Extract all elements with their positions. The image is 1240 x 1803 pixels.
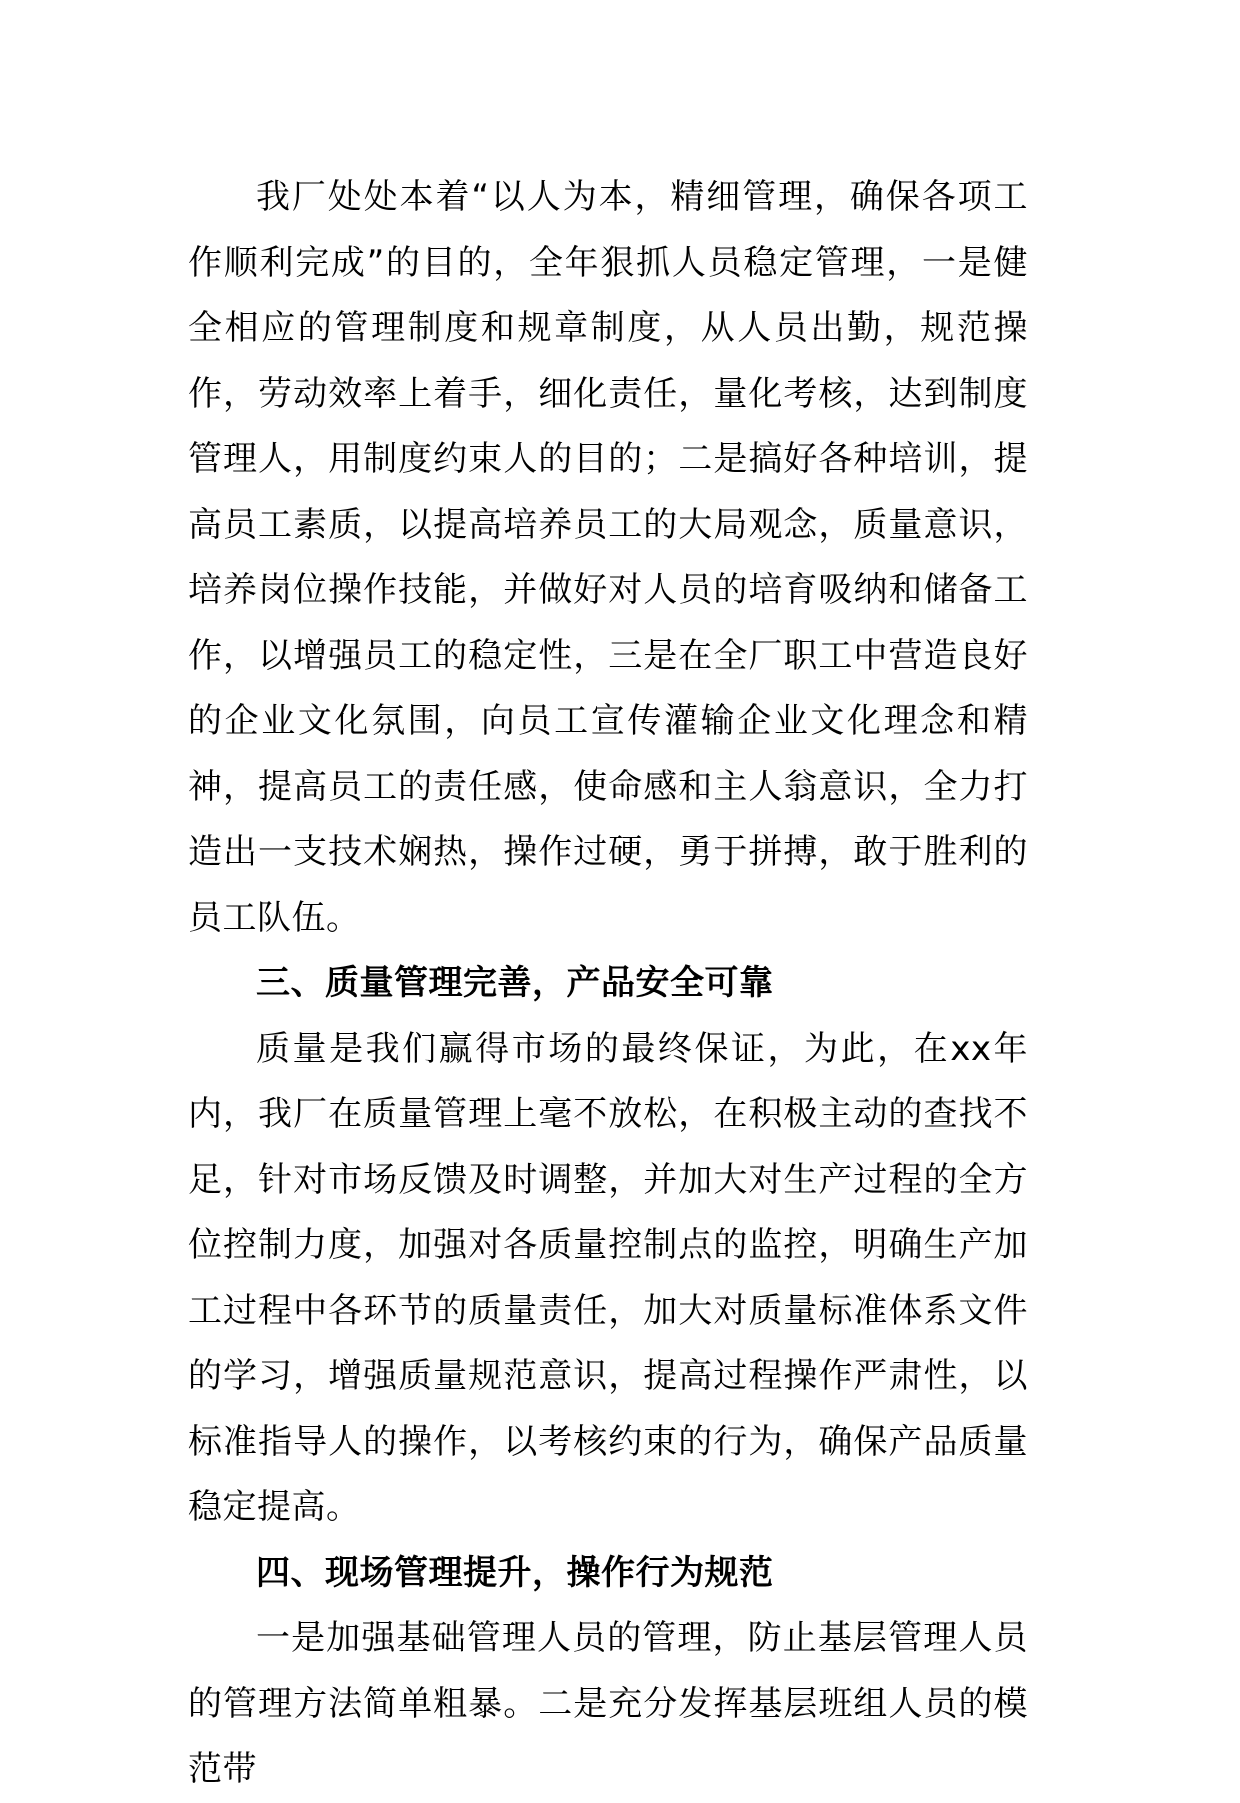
section-heading-site-management: 四、现场管理提升，操作行为规范 <box>256 1552 774 1593</box>
section-heading-quality: 三、质量管理完善，产品安全可靠 <box>256 963 774 1003</box>
document-body <box>188 165 1028 1803</box>
paragraph-staff-management: 我厂处处本着“以人为本，精细管理，确保各项工作顺利完成”的目的，全年狠抓人员稳定管理，一是健全相应的管理制度和规章制度，从人员出勤，规范操作，劳动效率上着手，细化责任，量化考核，达到制度管理人，用制度约束人的目的；二是搞好各种培训，提高员工素质，以提高培养员工的大局观念，质量意识，培养岗位操作技能，并做好对人员的培育吸纳和储备工作，以增强员工的稳定性，三是在全厂职工中营造良好的企业文化氛围，向员工宣传灌输企业文化理念和精神，提高员工的责任感，使命感和主人翁意识，全力打造出一支技术娴热，操作过硬，勇于拼搏，敢于胜利的员工队伍。 <box>188 177 1028 938</box>
paragraph-quality-management: 质量是我们赢得市场的最终保证，为此，在xx年内，我厂在质量管理上毫不放松，在积极主动的查找不足，针对市场反馈及时调整，并加大对生产过程的全方位控制力度，加强对各质量控制点的监控，明确生产加工过程中各环节的质量责任，加大对质量标准体系文件的学习，增强质量规范意识，提高过程操作严肃性，以标准指导人的操作，以考核约束的行为，确保产品质量稳定提高。 <box>188 1028 1028 1527</box>
paragraph-site-management: 一是加强基础管理人员的管理，防止基层管理人员的管理方法简单粗暴。二是充分发挥基层班组人员的模范带 <box>188 1618 1028 1789</box>
